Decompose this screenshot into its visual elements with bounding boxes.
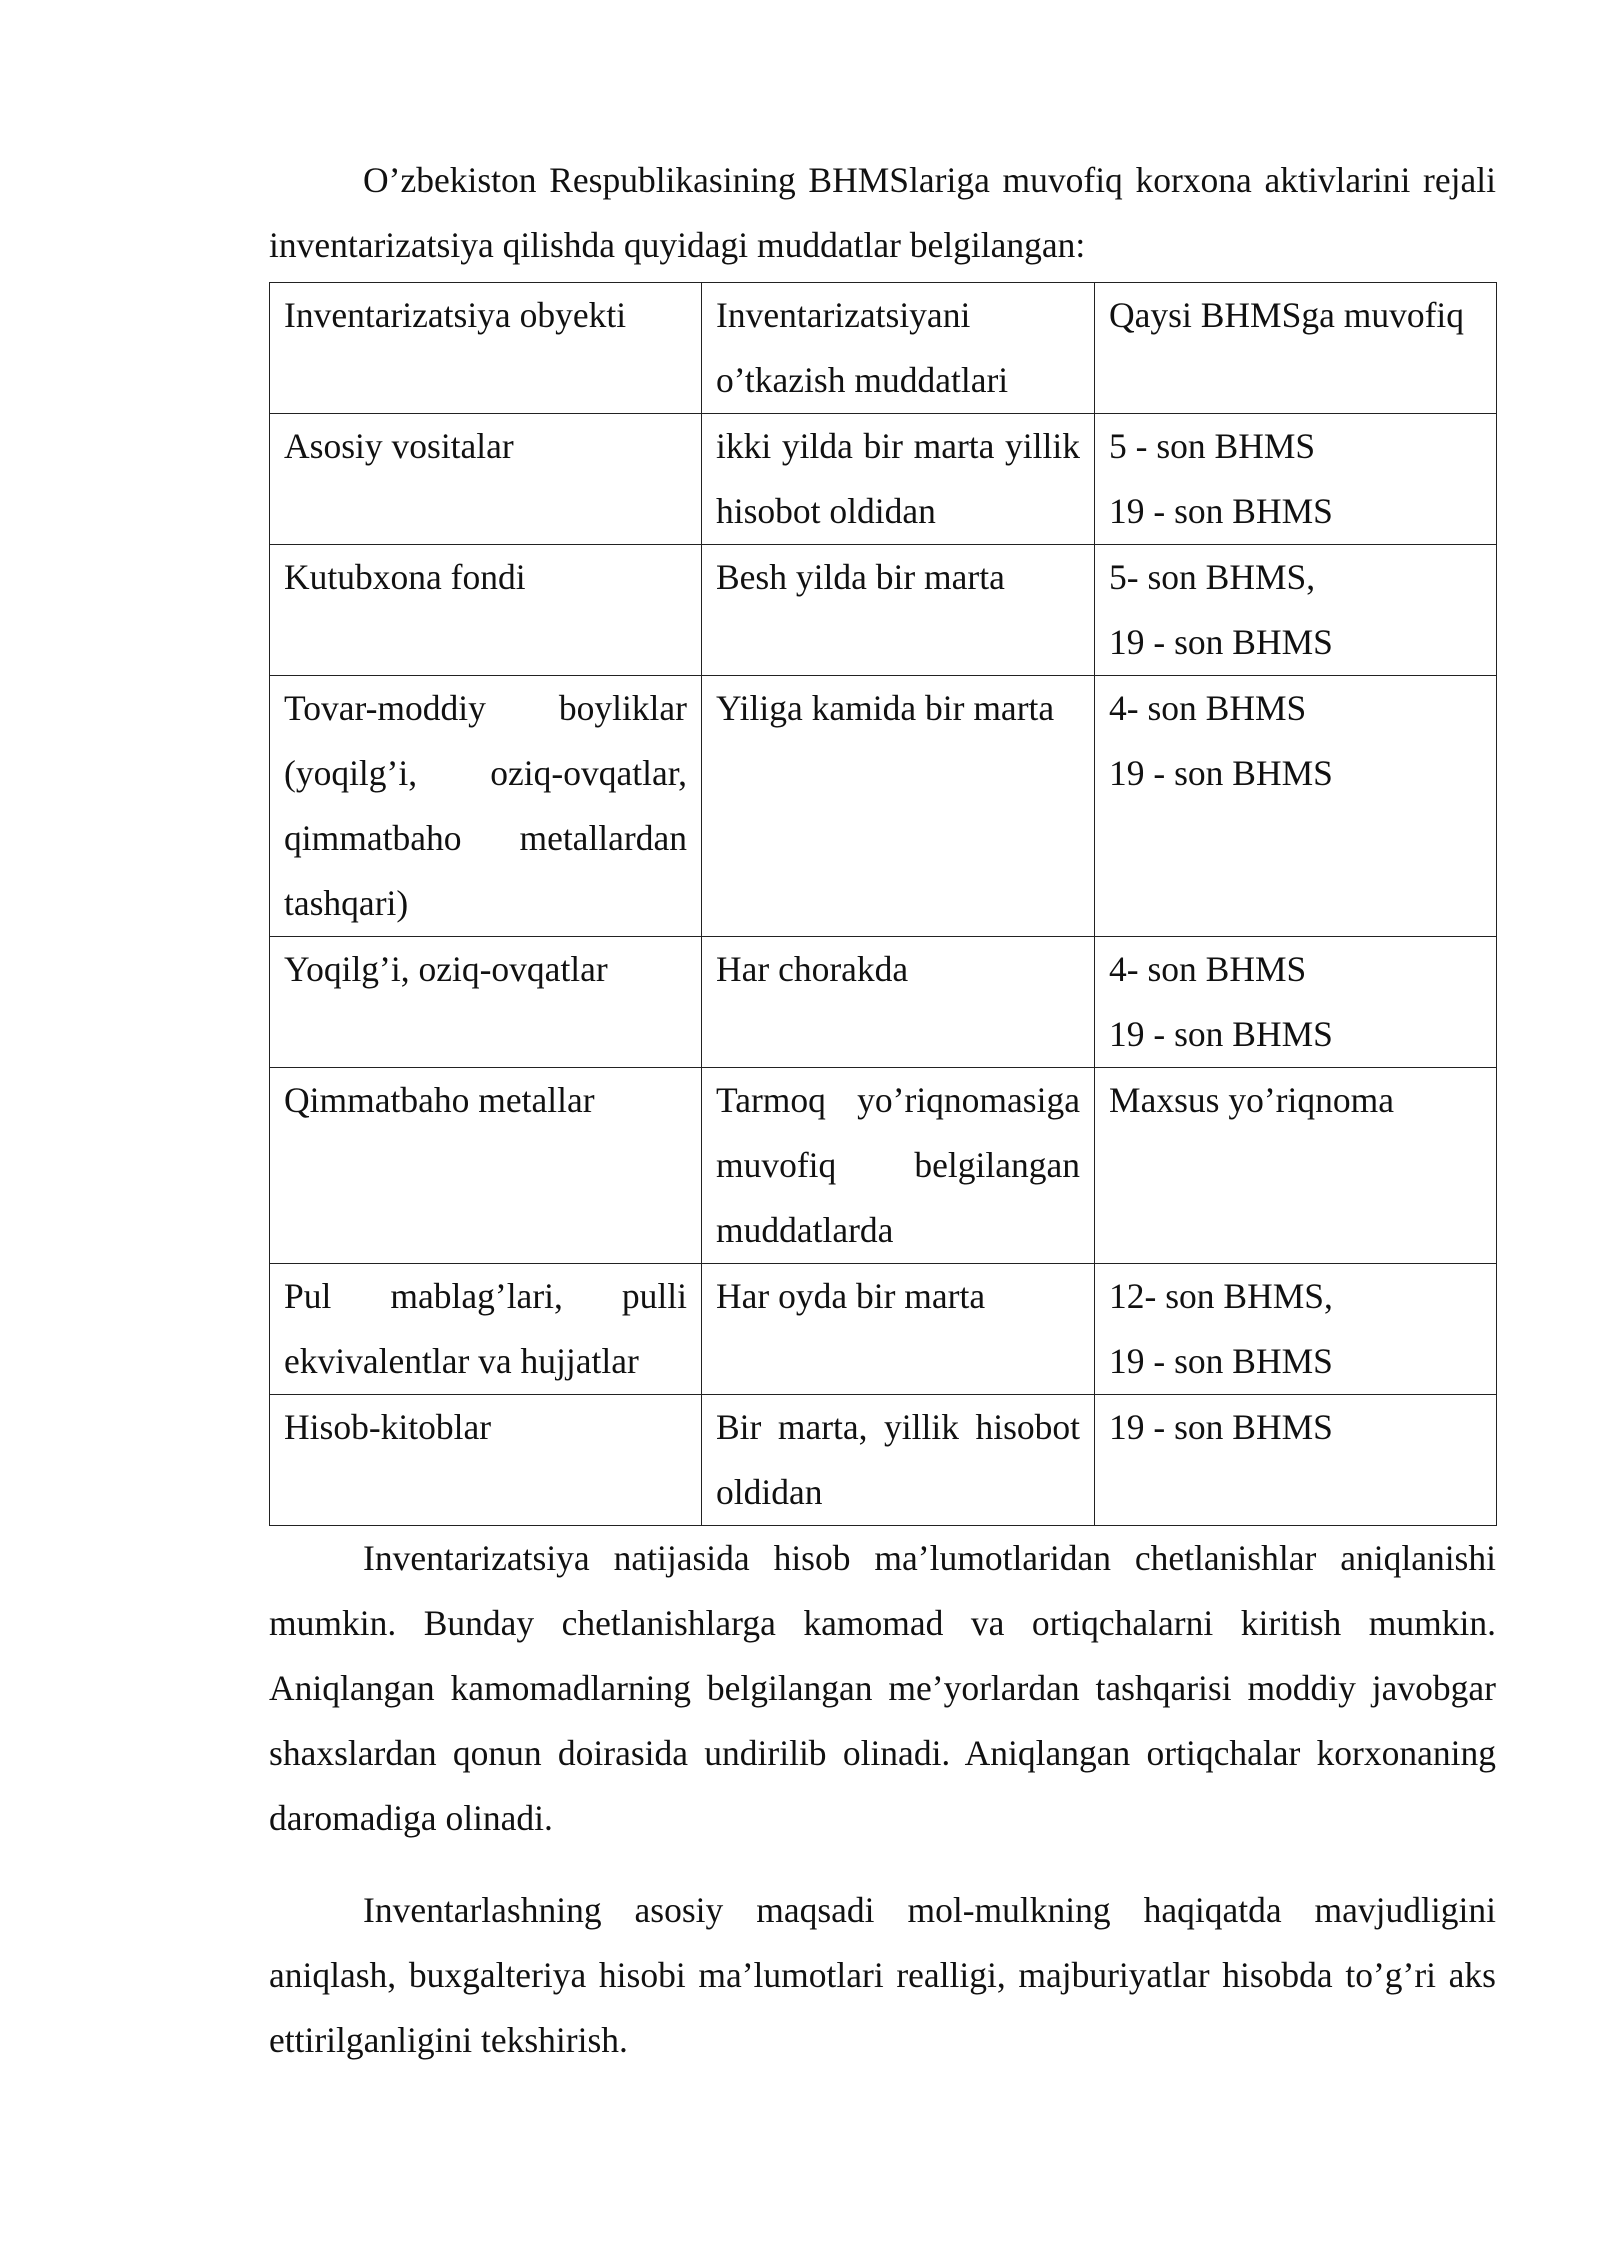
cell-standard [1095, 937, 1497, 1068]
cell-object: Tovar-moddiy boyliklar (yoqilg’i, oziq-ovqatlar, qimmatbaho metallardan tashqari) [270, 676, 702, 937]
cell-standard [1095, 1068, 1497, 1264]
cell-object: Qimmatbaho metallar [270, 1068, 702, 1264]
standard-line: 5- son BHMS, [1109, 557, 1316, 597]
standard-line: 19 - son BHMS [1109, 753, 1333, 793]
table-row [270, 1395, 1497, 1526]
cell-object: Pul mablag’lari, pulli ekvivalentlar va hujjatlar [270, 1264, 702, 1395]
table-header-row [270, 283, 1497, 414]
cell-object: Hisob-kitoblar [270, 1395, 702, 1526]
table-row [270, 545, 1497, 676]
standard-line: 4- son BHMS [1109, 949, 1307, 989]
cell-standard [1095, 545, 1497, 676]
header-object: Inventarizatsiya obyekti [270, 283, 702, 414]
cell-period: Har chorakda [702, 937, 1095, 1068]
standard-line: 5 - son BHMS [1109, 426, 1316, 466]
table-row [270, 1068, 1497, 1264]
cell-period: Tarmoq yo’riqnomasiga muvofiq belgilangan muddatlarda [702, 1068, 1095, 1264]
standard-line: 19 - son BHMS [1109, 1341, 1333, 1381]
cell-standard [1095, 414, 1497, 545]
cell-period: ikki yilda bir marta yillik hisobot oldidan [702, 414, 1095, 545]
inventory-schedule-table [269, 282, 1497, 1526]
cell-object: Yoqilg’i, oziq-ovqatlar [270, 937, 702, 1068]
table-row [270, 414, 1497, 545]
standard-line: 19 - son BHMS [1109, 1014, 1333, 1054]
cell-period: Besh yilda bir marta [702, 545, 1095, 676]
cell-period: Har oyda bir marta [702, 1264, 1095, 1395]
cell-period: Yiliga kamida bir marta [702, 676, 1095, 937]
standard-line: 19 - son BHMS [1109, 491, 1333, 531]
cell-standard [1095, 1395, 1497, 1526]
standard-line: 19 - son BHMS [1109, 1407, 1333, 1447]
cell-object: Asosiy vositalar [270, 414, 702, 545]
header-period: Inventarizatsiyani o’tkazish muddatlari [702, 283, 1095, 414]
standard-line: 12- son BHMS, [1109, 1276, 1333, 1316]
cell-standard [1095, 1264, 1497, 1395]
table-row [270, 937, 1497, 1068]
document-page [269, 148, 1496, 2073]
header-standard: Qaysi BHMSga muvofiq [1095, 283, 1497, 414]
cell-object: Kutubxona fondi [270, 545, 702, 676]
intro-paragraph: O’zbekiston Respublikasining BHMSlariga muvofiq korxona aktivlarini rejali inventarizatsiya qilishda quyidagi muddatlar belgilangan: [269, 160, 1496, 265]
table-row [270, 1264, 1497, 1395]
standard-line: Maxsus yo’riqnoma [1109, 1080, 1394, 1120]
table-row [270, 676, 1497, 937]
results-paragraph: Inventarizatsiya natijasida hisob ma’lumotlaridan chetlanishlar aniqlanishi mumkin. Bunday chetlanishlarga kamomad va ortiqchalarni kiritish mumkin. Aniqlangan kamomadlarning belgilangan me’yorlardan tashqarisi moddiy javobgar shaxslardan qonun doirasida undirilib olinadi. Aniqlangan ortiqchalar korxonaning daromadiga olinadi. [269, 1538, 1496, 1838]
standard-line: 4- son BHMS [1109, 688, 1307, 728]
cell-standard [1095, 676, 1497, 937]
purpose-paragraph: Inventarlashning asosiy maqsadi mol-mulkning haqiqatda mavjudligini aniqlash, buxgalteriya hisobi ma’lumotlari realligi, majburiyatlar hisobda to’g’ri aks ettirilganligini tekshirish. [269, 1890, 1496, 2060]
standard-line: 19 - son BHMS [1109, 622, 1333, 662]
cell-period: Bir marta, yillik hisobot oldidan [702, 1395, 1095, 1526]
